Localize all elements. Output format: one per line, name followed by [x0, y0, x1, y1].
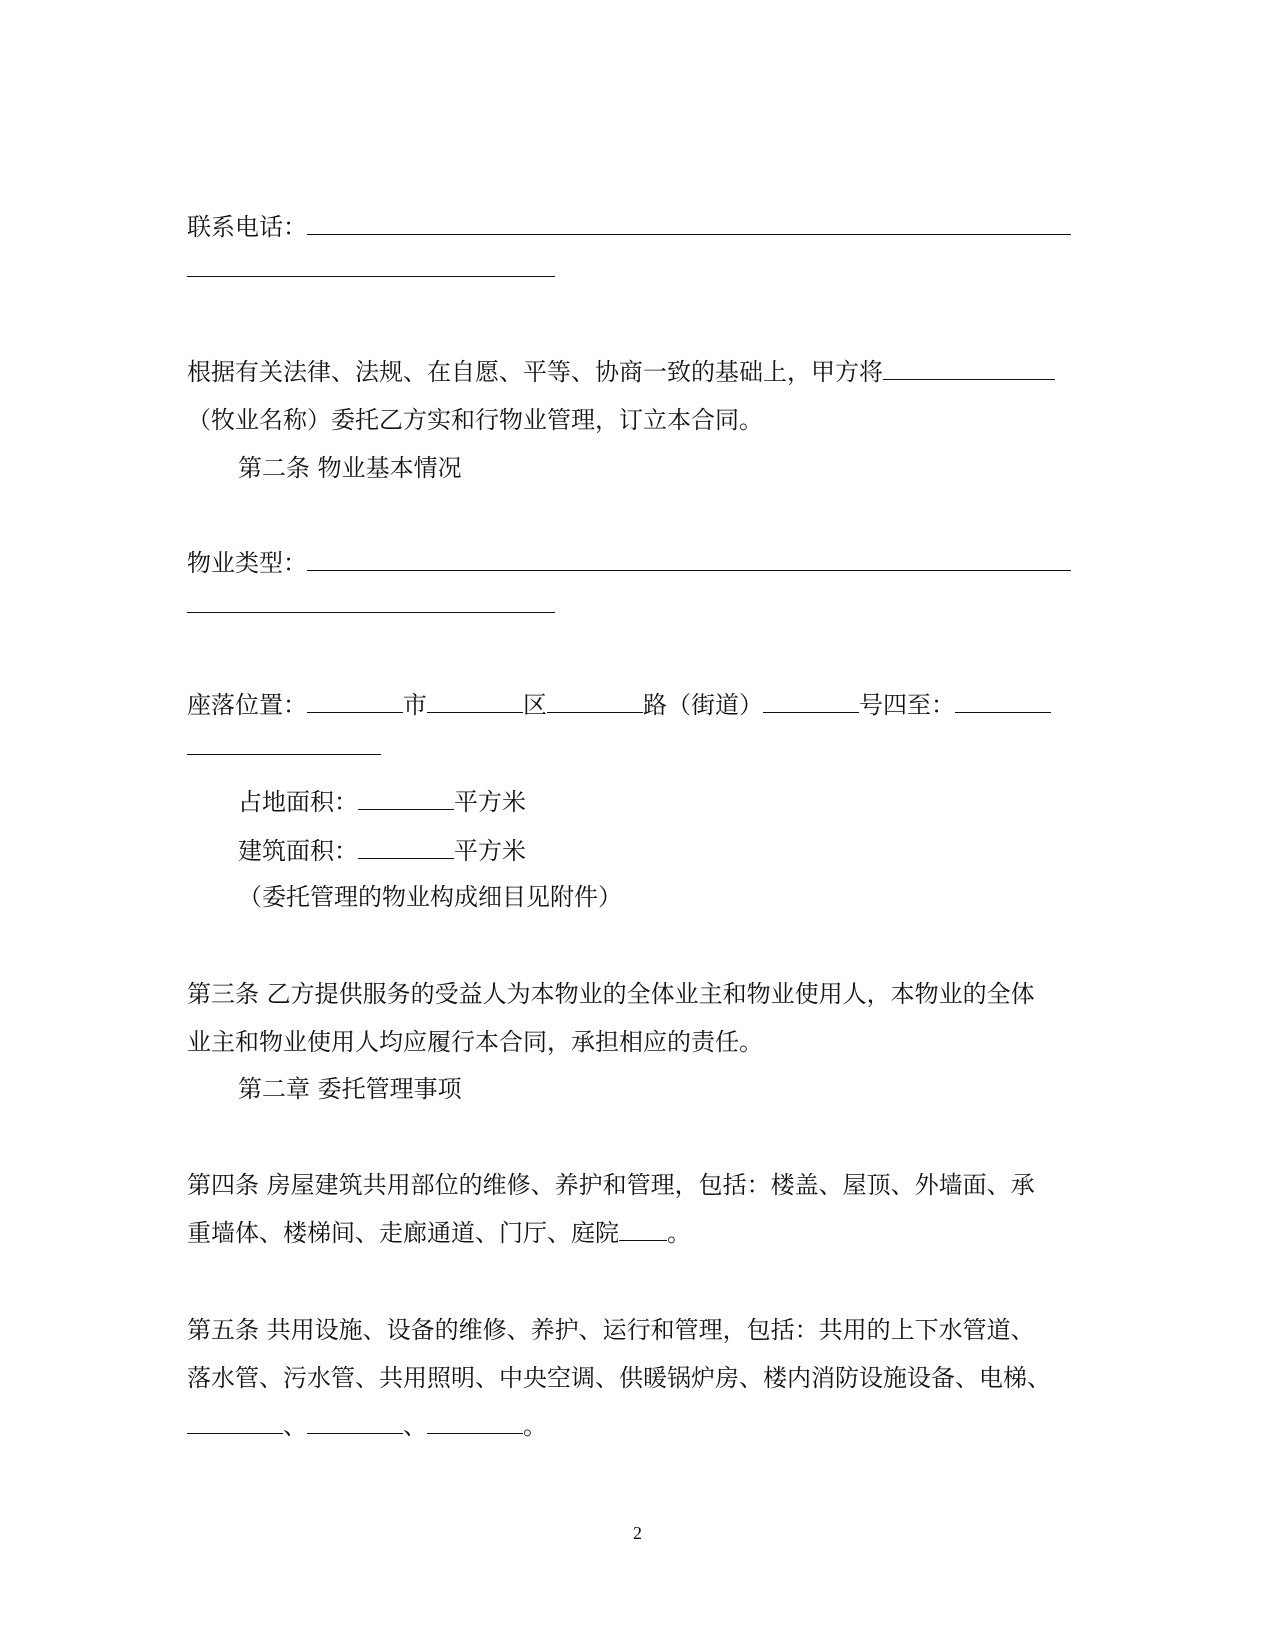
boundary-blank-continued — [187, 754, 381, 755]
city-blank — [307, 690, 403, 713]
courtyard-blank — [619, 1218, 667, 1241]
article-5-line-2: 落水管、污水管、共用照明、中央空调、供暖锅炉房、楼内消防设施设备、电梯、 — [187, 1364, 1051, 1392]
number-blank — [763, 690, 859, 713]
article-4-end: 。 — [667, 1219, 691, 1247]
article-3-line-2: 业主和物业使用人均应履行本合同，承担相应的责任。 — [187, 1028, 763, 1056]
article-5-line-3 — [187, 1411, 547, 1441]
location-line — [187, 690, 1051, 720]
facility-blank-3 — [427, 1411, 523, 1434]
city-label: 市 — [403, 691, 427, 719]
property-type-blank — [307, 548, 1071, 571]
chapter-2-heading: 第二章 委托管理事项 — [238, 1075, 462, 1103]
property-name-blank — [883, 357, 1055, 380]
article-4-line-1: 第四条 房屋建筑共用部位的维修、养护和管理，包括：楼盖、屋顶、外墙面、承 — [187, 1171, 1035, 1199]
intro-text-2: （牧业名称）委托乙方实和行物业管理，订立本合同。 — [187, 406, 763, 434]
building-area-label: 建筑面积： — [238, 837, 358, 865]
facility-blank-1 — [187, 1411, 283, 1434]
contact-phone-label: 联系电话： — [187, 213, 307, 241]
property-type-label: 物业类型： — [187, 549, 307, 577]
intro-line-2 — [187, 405, 763, 435]
land-area-line — [238, 787, 526, 817]
district-blank — [427, 690, 523, 713]
facility-blank-2 — [307, 1411, 403, 1434]
contact-phone-blank — [307, 212, 1071, 235]
road-blank — [547, 690, 643, 713]
attachment-note: （委托管理的物业构成细目见附件） — [238, 883, 622, 911]
contact-phone-blank-continued — [187, 276, 555, 277]
building-area-line — [238, 836, 526, 866]
article-3-line-1: 第三条 乙方提供服务的受益人为本物业的全体业主和物业使用人，本物业的全体 — [187, 980, 1035, 1008]
article-4-text-2: 重墙体、楼梯间、走廊通道、门厅、庭院 — [187, 1219, 619, 1247]
land-area-blank — [358, 787, 454, 810]
district-label: 区 — [523, 691, 547, 719]
facility-separator-2: 、 — [403, 1412, 427, 1440]
page-number: 2 — [633, 1523, 642, 1543]
article-5-line-1: 第五条 共用设施、设备的维修、养护、运行和管理，包括：共用的上下水管道、 — [187, 1316, 1035, 1344]
article-2-heading: 第二条 物业基本情况 — [238, 454, 462, 482]
contact-phone-line — [187, 212, 1071, 242]
article-5-end: 。 — [523, 1412, 547, 1440]
article-4-line-2 — [187, 1218, 691, 1248]
building-area-blank — [358, 836, 454, 859]
intro-line-1 — [187, 357, 1055, 387]
property-type-line — [187, 548, 1071, 578]
road-label: 路（街道） — [643, 691, 763, 719]
facility-separator-1: 、 — [283, 1412, 307, 1440]
intro-text-1: 根据有关法律、法规、在自愿、平等、协商一致的基础上，甲方将 — [187, 358, 883, 386]
location-label: 座落位置： — [187, 691, 307, 719]
land-area-unit: 平方米 — [454, 788, 526, 816]
property-type-blank-continued — [187, 612, 555, 613]
number-label: 号四至： — [859, 691, 955, 719]
land-area-label: 占地面积： — [238, 788, 358, 816]
building-area-unit: 平方米 — [454, 837, 526, 865]
boundary-blank — [955, 690, 1051, 713]
